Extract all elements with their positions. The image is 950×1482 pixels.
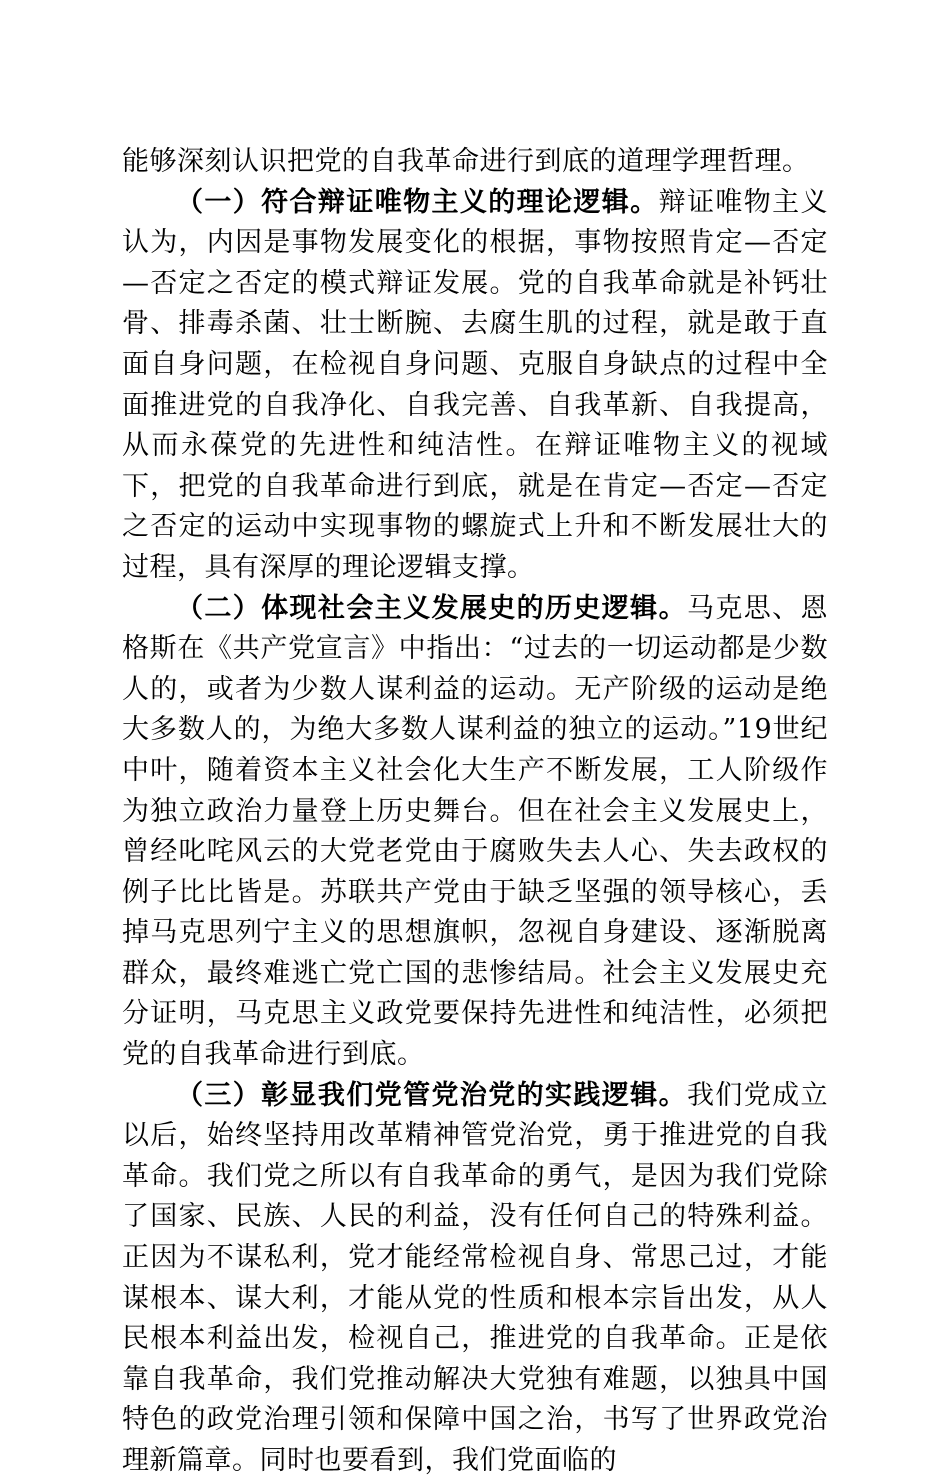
section-heading: （三）彰显我们党管党治党的实践逻辑。 [176,1079,687,1111]
paragraph-theory-logic [122,183,828,589]
paragraph-text: 能够深刻认识把党的自我革命进行到底的道理学理哲理。 [122,146,810,177]
paragraph-text: 马克思、恩格斯在《共产党宣言》中指出：“过去的一切运动都是少数人的，或者为少数人谋利益的运动。无产阶级的运动是绝大多数人的，为绝大多数人谋利益的独立的运动。”19世纪中叶，随着资本主义社会化大生产不断发展，工人阶级作为独立政治力量登上历史舞台。但在社会主义发展史上，曾经叱咤风云的大党老党由于腐败失去人心、失去政权的例子比比皆是。苏联共产党由于缺乏坚强的领导核心，丢掉马克思列宁主义的思想旗帜，忽视自身建设、逐渐脱离群众，最终难逃亡党亡国的悲惨结局。社会主义发展史充分证明，马克思主义政党要保持先进性和纯洁性，必须把党的自我革命进行到底。 [122,592,829,1071]
paragraph-text: 我们党成立以后，始终坚持用改革精神管党治党，勇于推进党的自我革命。我们党之所以有自我革命的勇气，是因为我们党除了国家、民族、人民的利益，没有任何自己的特殊利益。正因为不谋私利，党才能经常检视自身、常思己过，才能谋根本、谋大利，才能从党的性质和根本宗旨出发，从人民根本利益出发，检视自己，推进党的自我革命。正是依靠自我革命，我们党推动解决大党独有难题，以独具中国特色的政党治理引领和保障中国之治，书写了世界政党治理新篇章。同时也要看到，我们党面临的 [122,1079,829,1476]
paragraph-intro [122,142,828,183]
document-page [122,142,828,1482]
paragraph-practice-logic [122,1076,828,1482]
section-heading: （二）体现社会主义发展史的历史逻辑。 [176,592,687,624]
paragraph-history-logic [122,589,828,1076]
section-heading: （一）符合辩证唯物主义的理论逻辑。 [176,186,659,218]
paragraph-text: 辩证唯物主义认为，内因是事物发展变化的根据，事物按照肯定—否定—否定之否定的模式辩证发展。党的自我革命就是补钙壮骨、排毒杀菌、壮士断腕、去腐生肌的过程，就是敢于直面自身问题，在检视自身问题、克服自身缺点的过程中全面推进党的自我净化、自我完善、自我革新、自我提高，从而永葆党的先进性和纯洁性。在辩证唯物主义的视域下，把党的自我革命进行到底，就是在肯定—否定—否定之否定的运动中实现事物的螺旋式上升和不断发展壮大的过程，具有深厚的理论逻辑支撑。 [122,186,829,583]
